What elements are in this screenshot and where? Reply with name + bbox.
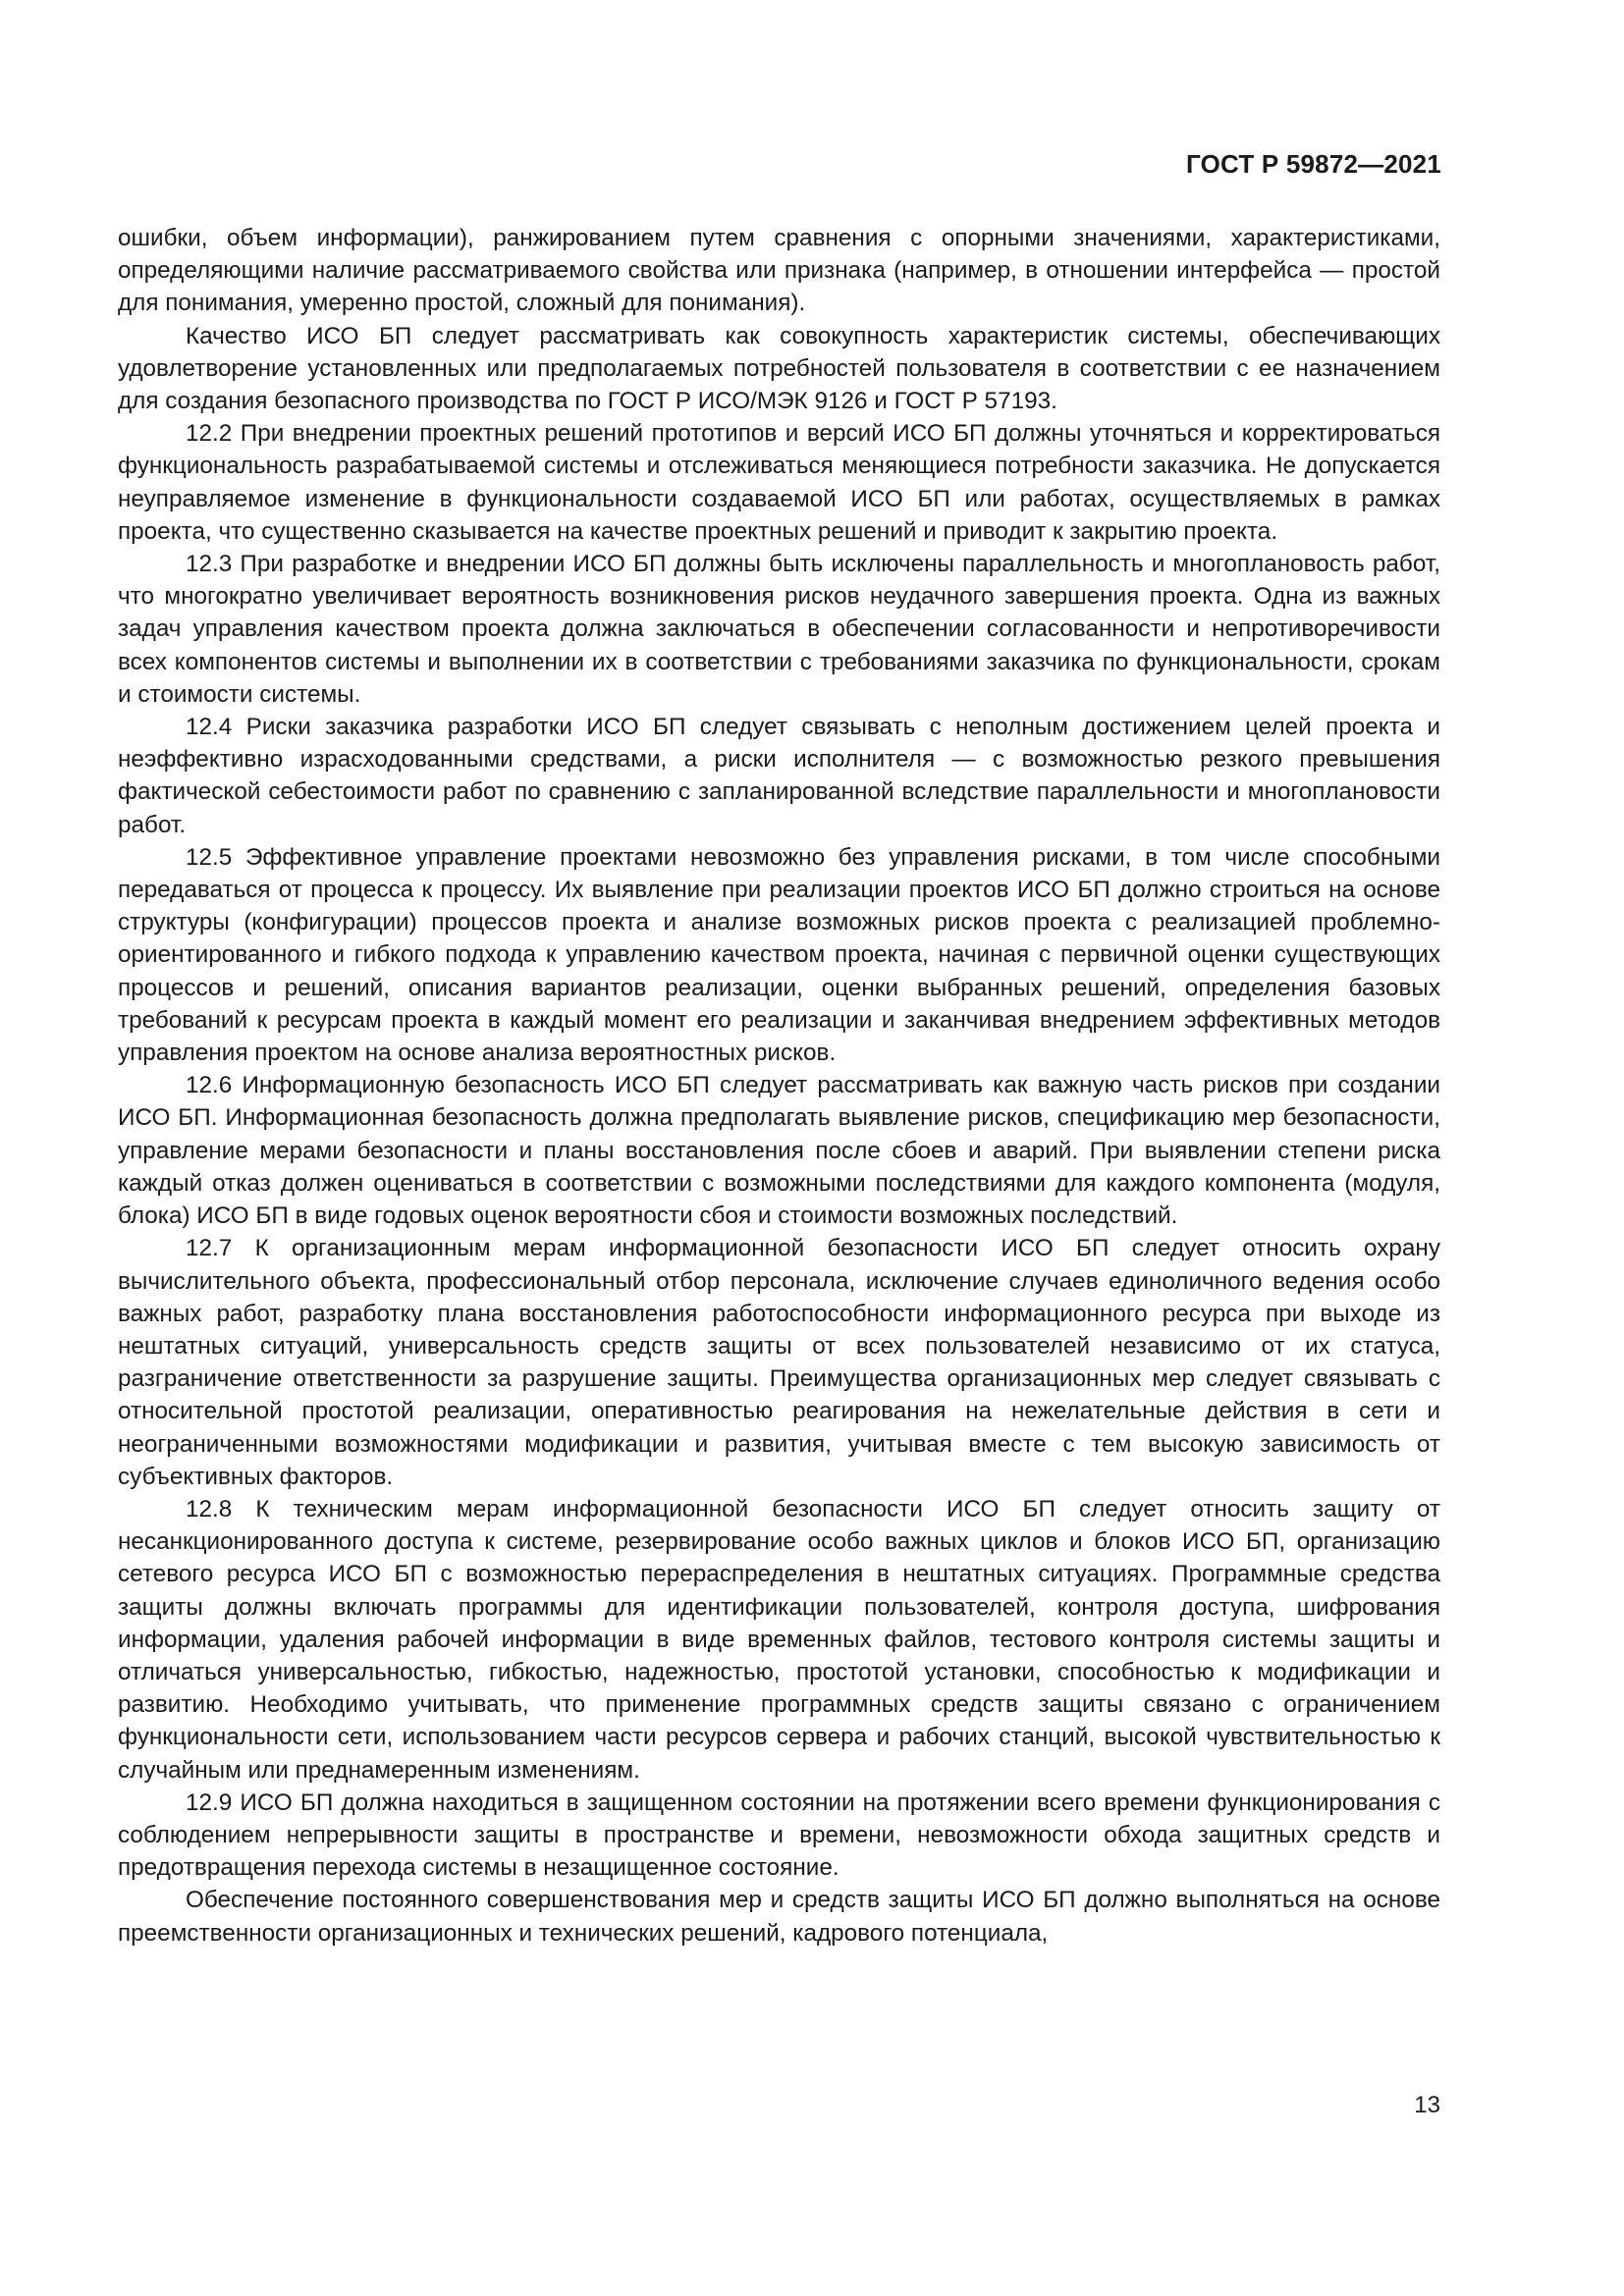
paragraph-12-9: 12.9 ИСО БП должна находиться в защищенном состоянии на протяжении всего времени функционирования с соблюдением непрерывности защиты в пространстве и времени, невозможности обхода защитных средств и предотвращения перехода системы в незащищенное состояние. (118, 1789, 1440, 1882)
paragraph-12-6: 12.6 Информационную безопасность ИСО БП следует рассматривать как важную часть рисков при создании ИСО БП. Информационная безопасность должна предполагать выявление рисков, спецификацию мер безопасности, управление мерами безопасности и планы восстановления после сбоев и аварий. При выявлении степени риска каждый отказ должен оцениваться в соответствии с возможными последствиями для каждого компонента (модуля, блока) ИСО БП в виде годовых оценок вероятности сбоя и стоимости возможных последствий. (118, 1072, 1440, 1230)
paragraph-protection-improvement: Обеспечение постоянного совершенствования мер и средств защиты ИСО БП должно выполняться на основе преемственности организационных и технических решений, кадрового потенциала, (118, 1887, 1440, 1947)
paragraph-12-8: 12.8 К техническим мерам информационной безопасности ИСО БП следует относить защиту от несанкционированного доступа к системе, резервирование особо важных циклов и блоков ИСО БП, организацию сетевого ресурса ИСО БП с возможностью перераспределения в нештатных ситуациях. Программные средства защиты должны включать программы для идентификации пользователей, контроля доступа, шифрования информации, удаления рабочей информации в виде временных файлов, тестового контроля системы защиты и отличаться универсальностью, гибкостью, надежностью, простотой установки, способностью к модификации и развитию. Необходимо учитывать, что применение программных средств защиты связано с ограничением функциональности сети, использованием части ресурсов сервера и рабочих станций, высокой чувствительностью к случайным или преднамеренным изменениям. (118, 1495, 1440, 1784)
paragraph-12-4: 12.4 Риски заказчика разработки ИСО БП следует связывать с неполным достижением целей проекта и неэффективно израсходованными средствами, а риски исполнителя — с возможностью резкого превышения фактической себестоимости работ по сравнению с запланированной вследствие параллельности и многоплановости работ. (118, 714, 1440, 838)
paragraph-12-2: 12.2 При внедрении проектных решений прототипов и версий ИСО БП должны уточняться и корректироваться функциональность разрабатываемой системы и отслеживаться меняющиеся потребности заказчика. Не допускается неуправляемое изменение в функциональности создаваемой ИСО БП или работах, осуществляемых в рамках проекта, что существенно сказывается на качестве проектных решений и приводит к закрытию проекта. (118, 420, 1440, 545)
document-header-standard-id: ГОСТ Р 59872—2021 (1186, 149, 1441, 179)
document-body (118, 222, 1440, 1949)
paragraph-12-5: 12.5 Эффективное управление проектами невозможно без управления рисками, в том числе способными передаваться от процесса к процессу. Их выявление при реализации проектов ИСО БП должно строиться на основе структуры (конфигурации) процессов проекта и анализе возможных рисков проекта с реализацией проблемно-ориентированного и гибкого подхода к управлению качеством проекта, начиная с первичной оценки существующих процессов и решений, описания вариантов реализации, оценки выбранных решений, определения базовых требований к ресурсам проекта в каждый момент его реализации и заканчивая внедрением эффективных методов управления проектом на основе анализа вероятностных рисков. (118, 843, 1440, 1067)
paragraph-12-7: 12.7 К организационным мерам информационной безопасности ИСО БП следует относить охрану вычислительного объекта, профессиональный отбор персонала, исключение случаев единоличного ведения особо важных работ, разработку плана восстановления работоспособности информационного ресурса при выходе из нештатных ситуаций, универсальность средств защиты от всех пользователей независимо от их статуса, разграничение ответственности за разрушение защиты. Преимущества организационных мер следует связывать с относительной простотой реализации, оперативностью реагирования на нежелательные действия в сети и неограниченными возможностями модификации и развития, учитывая вместе с тем высокую зависимость от субъективных факторов. (118, 1235, 1440, 1490)
page-number: 13 (1414, 2092, 1440, 2118)
paragraph-quality-definition: Качество ИСО БП следует рассматривать как совокупность характеристик системы, обеспечивающих удовлетворение установленных или предполагаемых потребностей пользователя в соответствии с ее назначением для создания безопасного производства по ГОСТ Р ИСО/МЭК 9126 и ГОСТ Р 57193. (118, 322, 1440, 415)
paragraph-12-3: 12.3 При разработке и внедрении ИСО БП должны быть исключены параллельность и многоплановость работ, что многократно увеличивает вероятность возникновения рисков неудачного завершения проекта. Одна из важных задач управления качеством проекта должна заключаться в обеспечении согласованности и непротиворечивости всех компонентов системы и выполнении их в соответствии с требованиями заказчика по функциональности, срокам и стоимости системы. (118, 551, 1440, 708)
paragraph-continuation: ошибки, объем информации), ранжированием путем сравнения с опорными значениями, характеристиками, определяющими наличие рассматриваемого свойства или признака (например, в отношении интерфейса — простой для понимания, умеренно простой, сложный для понимания). (118, 225, 1440, 317)
